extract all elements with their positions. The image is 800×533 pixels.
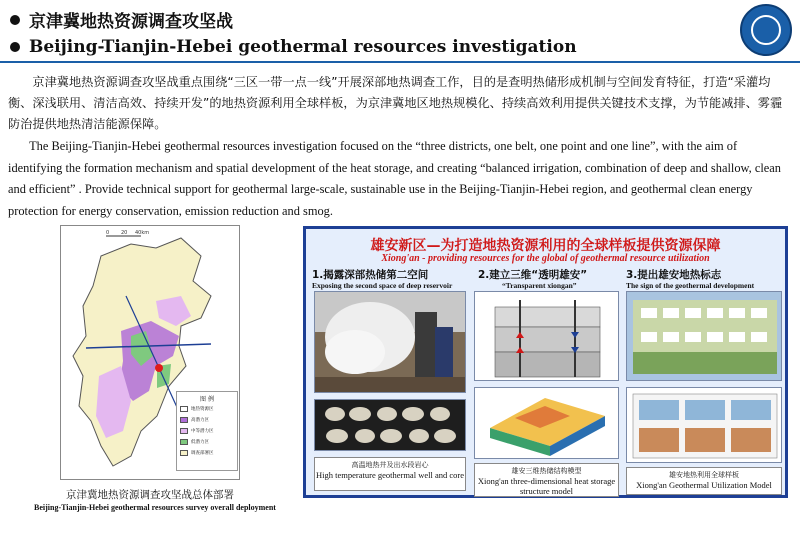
page-title-cn xyxy=(10,7,233,32)
column-heading-1: 1.揭露深部热储第二空间 xyxy=(312,269,429,281)
bullet-icon xyxy=(10,15,20,25)
page-title-cn-text: 京津冀地热资源调查攻坚战 xyxy=(29,12,233,32)
legend-label: 调查部署区 xyxy=(191,450,214,456)
panel-title-en: Xiong'an - providing resources for the global of geothermal resource utilization xyxy=(381,253,710,264)
column-heading-2: 2.建立三维“透明雄安” xyxy=(478,269,588,281)
caption-1-en: High temperature geothermal well and core xyxy=(316,470,464,480)
caption-box-2 xyxy=(474,463,619,497)
aerial-model-photo xyxy=(626,291,782,381)
legend-swatch xyxy=(180,450,188,456)
legend-label: 低潜力区 xyxy=(191,439,209,445)
geological-survey-logo-icon xyxy=(740,4,792,56)
caption-2-cn: 雄安三维热储结构模型 xyxy=(511,467,582,475)
map-caption-en: Beijing-Tianjin-Hebei geothermal resources survey overall deployment xyxy=(34,503,276,512)
page-title-en-text: Beijing-Tianjin-Hebei geothermal resources investigation xyxy=(29,37,577,57)
header-divider xyxy=(0,61,800,63)
logo-inner-ring xyxy=(751,15,781,45)
geothermal-well-photo xyxy=(314,291,466,393)
legend-item xyxy=(177,414,237,425)
legend-label: 中等潜力区 xyxy=(191,428,214,434)
map-scale-label: 20 xyxy=(121,230,128,236)
well-steam-graphic xyxy=(315,292,466,393)
caption-3-en: Xiong'an Geothermal Utilization Model xyxy=(636,480,772,490)
caption-box-1 xyxy=(314,457,466,491)
legend-label: 地热资源区 xyxy=(191,406,214,412)
bullet-icon xyxy=(10,42,20,52)
legend-label: 高潜力区 xyxy=(191,417,209,423)
rock-core-photo xyxy=(314,399,466,451)
section-diagram-graphic xyxy=(475,292,619,381)
intro-paragraph-en: The Beijing-Tianjin-Hebei geothermal resources investigation focused on the “three districts, one belt, one point and one line”, with the aim of identifying the formation mechanism and spatial development of the heat storage, and creating “balanced irrigation, combination of deep and shallow, clean and efficient” . Provide technical support for geothermal large-scale, sustainable use in the Beijing-Tianjin-Hebei region, and geothermal clean energy protection for energy conservation, emission reduction and smog. xyxy=(8,139,781,218)
map-legend xyxy=(176,391,238,471)
utilization-board-graphic xyxy=(627,388,782,463)
column-heading-3: 3.提出雄安地热标志 xyxy=(626,269,722,281)
caption-3-cn: 雄安地热利用全球样板 xyxy=(669,471,739,479)
map-caption-cn: 京津冀地热资源调查攻坚战总体部署 xyxy=(66,489,234,501)
legend-title: 图 例 xyxy=(200,396,214,403)
legend-item xyxy=(177,436,237,447)
deployment-map xyxy=(60,225,240,480)
page-title-en xyxy=(10,37,577,57)
legend-item xyxy=(177,403,237,414)
xiongan-panel xyxy=(303,226,788,498)
legend-swatch xyxy=(180,428,188,434)
caption-1-cn: 高温地热井及出水段岩心 xyxy=(351,461,429,469)
legend-swatch xyxy=(180,439,188,445)
map-scale-label: 40km xyxy=(135,230,150,236)
3d-model-diagram xyxy=(474,387,619,459)
intro-paragraph-cn: 京津冀地热资源调查攻坚战重点围绕“三区一带一点一线”开展深部地热调查工作，目的是查明热储形成机制与空间发育特征，打造“采灌均衡、深浅联用、清洁高效、持续开发”的地热资源利用全球样板，为京津冀地区地热规模化、持续高效利用提供关键技术支撑，为节能减排、雾霾防治提供地热清洁能源保障。 xyxy=(8,75,783,131)
panel-title-cn: 雄安新区—为打造地热资源利用的全球样板提供资源保障 xyxy=(370,238,721,254)
column-subheading-2: “Transparent xiongan” xyxy=(502,281,577,290)
caption-box-3 xyxy=(626,467,782,495)
3d-model-graphic xyxy=(475,388,619,459)
well-section-diagram xyxy=(474,291,619,381)
legend-item xyxy=(177,447,237,458)
map-scale-label: 0 xyxy=(106,230,110,236)
column-subheading-1: Exposing the second space of deep reservoir xyxy=(312,281,453,290)
core-samples-graphic xyxy=(315,400,466,451)
legend-swatch xyxy=(180,417,188,423)
legend-item xyxy=(177,425,237,436)
column-subheading-3: The sign of the geothermal development xyxy=(626,281,755,290)
legend-swatch xyxy=(180,406,188,412)
utilization-board-diagram xyxy=(626,387,782,463)
caption-2-en: Xiong'an three-dimensional heat storage structure model xyxy=(477,476,616,496)
aerial-graphic xyxy=(627,292,782,381)
